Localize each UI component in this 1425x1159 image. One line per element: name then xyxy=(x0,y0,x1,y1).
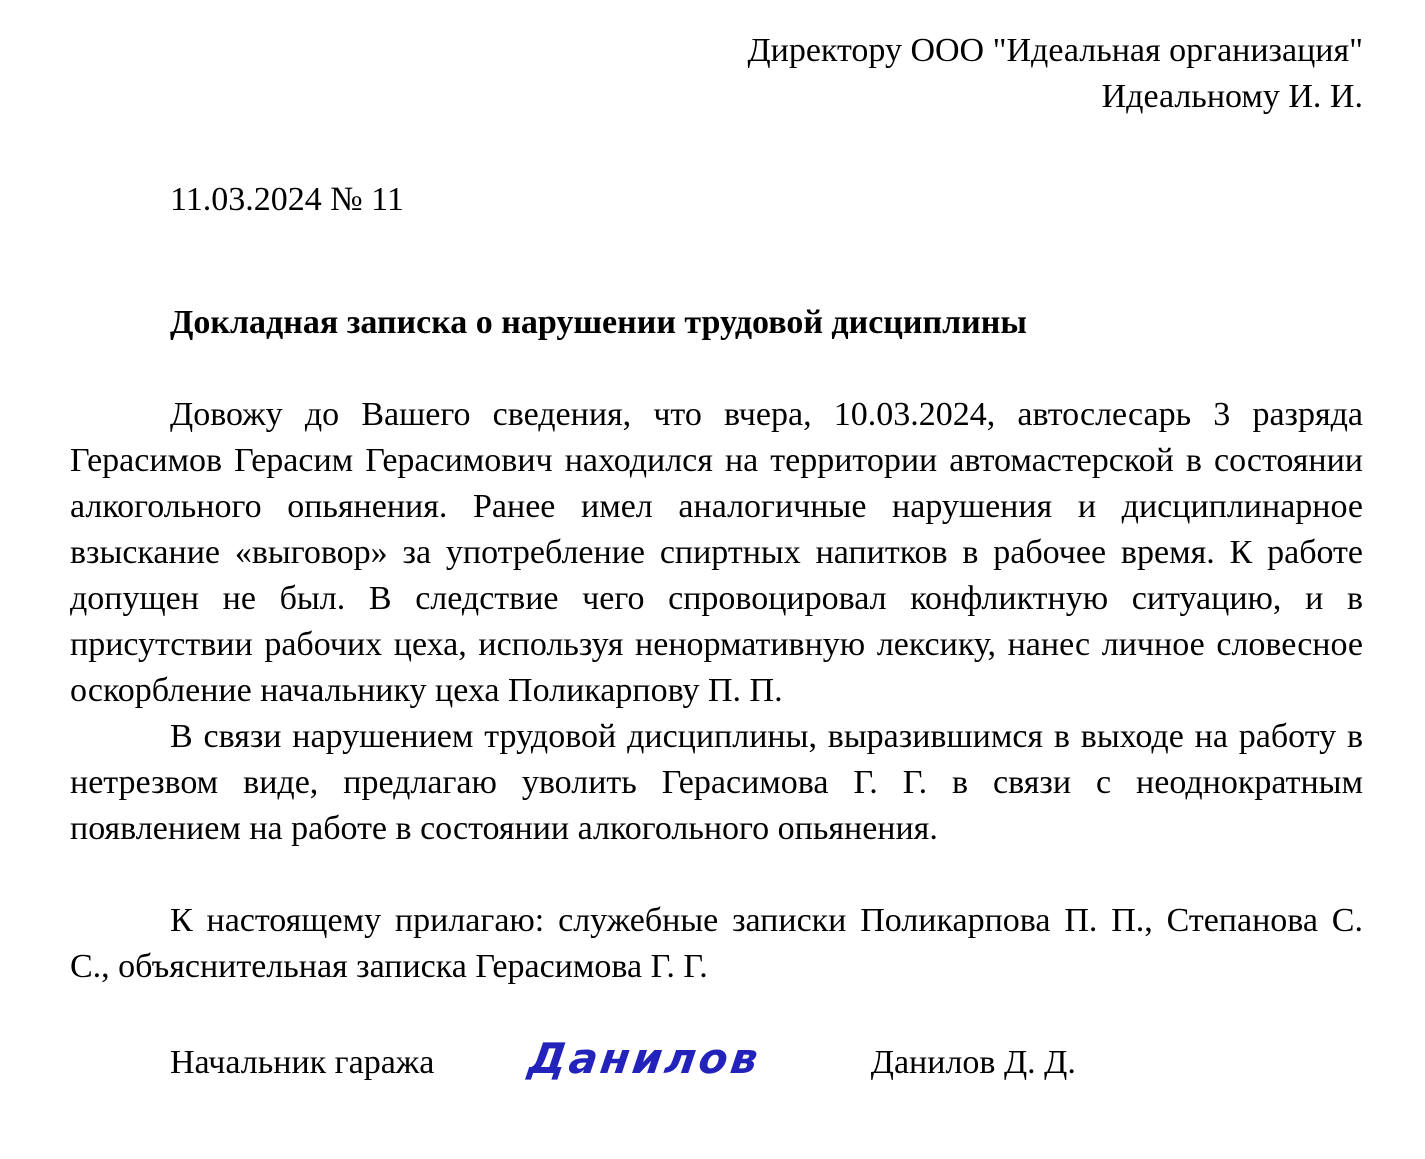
signature-row xyxy=(70,1036,1363,1086)
body-paragraph-3: К настоящему прилагаю: служебные записки Поликарпова П. П., Степанова С. С., объяснительная записка Герасимова Г. Г. xyxy=(70,902,1363,985)
signature-position-label: Начальник гаража xyxy=(170,1044,435,1081)
recipient-org-line: Директору ООО "Идеальная организация" xyxy=(747,32,1363,69)
recipient-block xyxy=(70,28,1363,120)
signature-autograph: Данилов xyxy=(526,1034,765,1083)
signature-name: Данилов Д. Д. xyxy=(870,1044,1076,1081)
doc-title: Докладная записка о нарушении трудовой дисциплины xyxy=(170,304,1027,341)
body-paragraph-2: В связи нарушением трудовой дисциплины, выразившимся в выходе на работу в нетрезвом виде, предлагаю уволить Герасимова Г. Г. в связи с неоднократным появлением на работе в состоянии алкогольного опьянения. xyxy=(70,718,1363,847)
doc-date-number: 11.03.2024 № 11 xyxy=(170,181,404,218)
recipient-person-line: Идеальному И. И. xyxy=(1101,78,1363,115)
body-paragraph-1: Довожу до Вашего сведения, что вчера, 10.03.2024, автослесарь 3 разряда Герасимов Герасим Герасимович находился на территории автомастерской в состоянии алкогольного опьянения. Ранее имел аналогичные нарушения и дисциплинарное взыскание «выговор» за употребление спиртных напитков в рабочее время. К работе допущен не был. В следствие чего спровоцировал конфликтную ситуацию, и в присутствии рабочих цеха, используя ненормативную лексику, нанес личное словесное оскорбление начальнику цеха Поликарпову П. П. xyxy=(70,396,1363,709)
